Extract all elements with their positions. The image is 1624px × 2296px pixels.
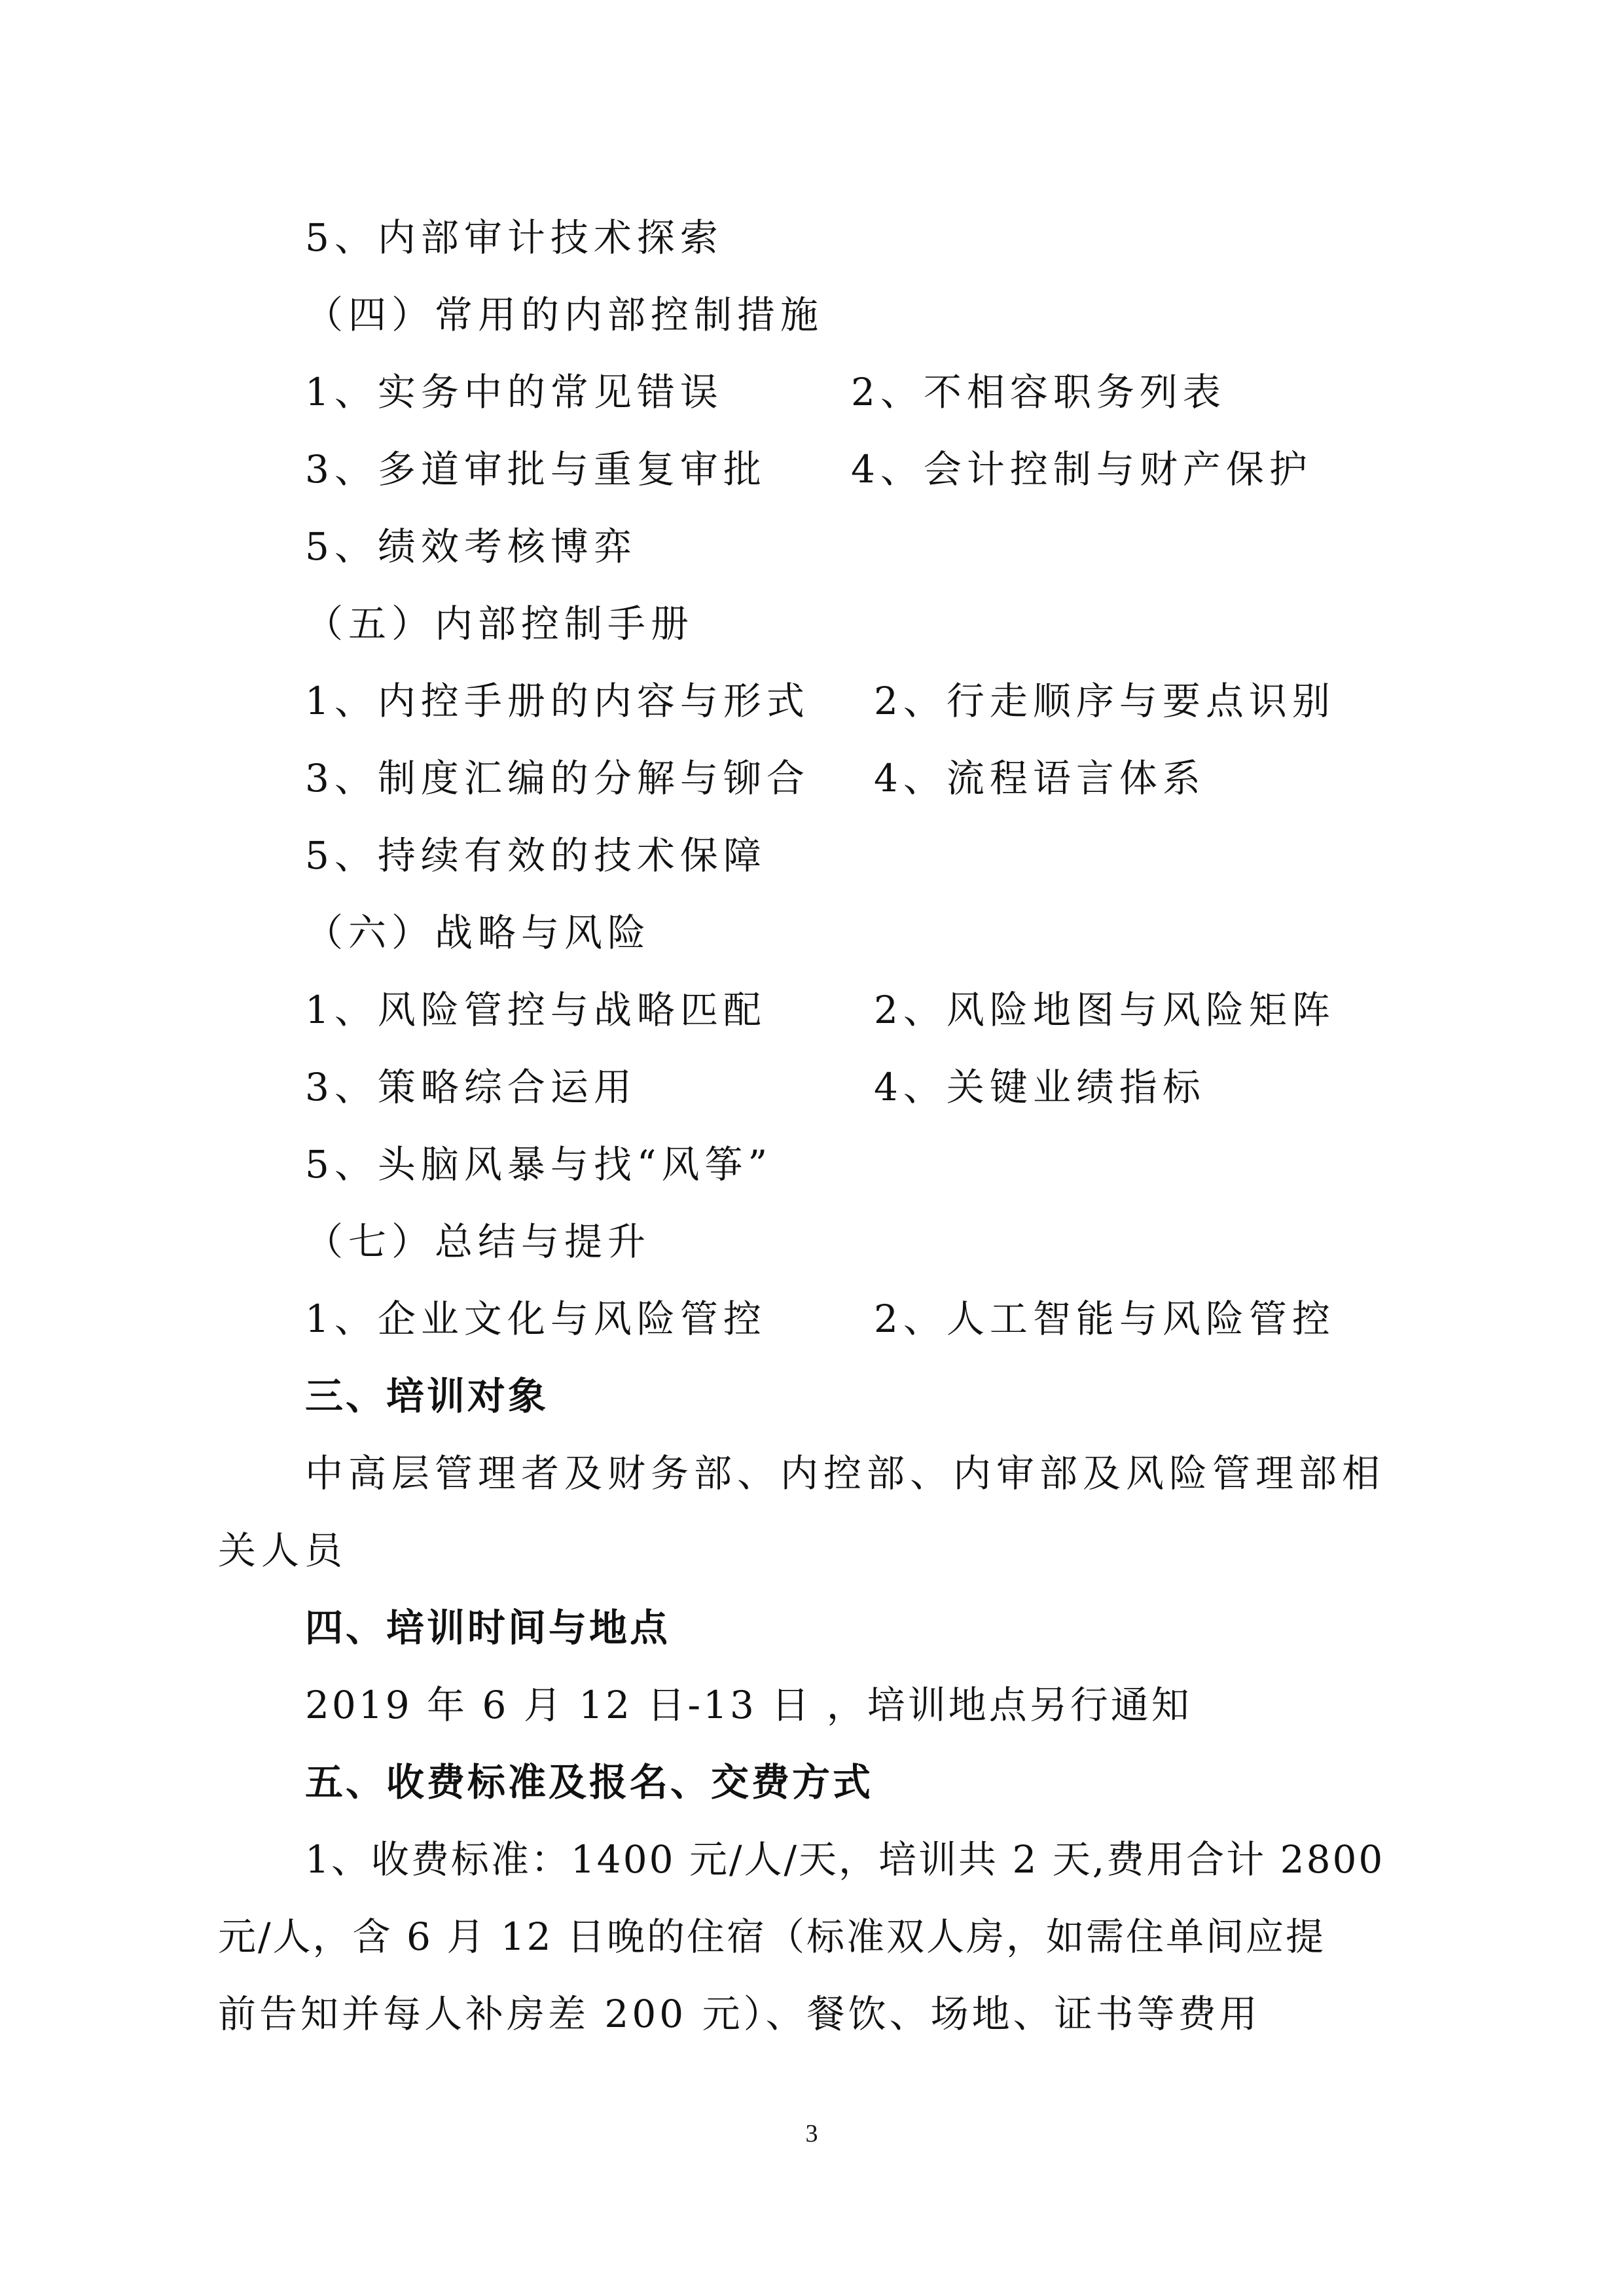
section-title: （四）常用的内部控制措施	[305, 293, 824, 337]
list-item: 2、行走顺序与要点识别	[874, 679, 1335, 723]
paragraph-line: 关人员	[218, 1528, 348, 1573]
list-item: 3、策略综合运用	[305, 1065, 637, 1109]
paragraph-line: 1、收费标准：1400 元/人/天，培训共 2 天,费用合计 2800	[305, 1837, 1385, 1882]
list-item: 2、人工智能与风险管控	[874, 1297, 1335, 1341]
paragraph-line: 元/人，含 6 月 12 日晚的住宿（标准双人房，如需住单间应提	[218, 1914, 1326, 1959]
list-item: 5、头脑风暴与找“风筝”	[305, 1142, 773, 1187]
part-heading: 五、收费标准及报名、交费方式	[305, 1760, 874, 1804]
list-item: 1、风险管控与战略匹配	[305, 988, 767, 1032]
paragraph-line: 2019 年 6 月 12 日-13 日 ，培训地点另行通知	[305, 1683, 1192, 1727]
list-item: 5、持续有效的技术保障	[305, 833, 767, 878]
list-item: 3、多道审批与重复审批	[305, 447, 767, 492]
section-title: （七）总结与提升	[305, 1219, 651, 1264]
list-item: 1、实务中的常见错误	[305, 370, 723, 414]
page-number: 3	[805, 2120, 818, 2147]
list-item: 3、制度汇编的分解与铆合	[305, 756, 810, 800]
section-title: （六）战略与风险	[305, 910, 651, 955]
part-heading: 三、培训对象	[305, 1374, 549, 1418]
paragraph-line: 中高层管理者及财务部、内控部、内审部及风险管理部相	[305, 1451, 1386, 1496]
paragraph-line: 前告知并每人补房差 200 元）、餐饮、场地、证书等费用	[218, 1992, 1261, 2036]
list-item: 2、风险地图与风险矩阵	[874, 988, 1335, 1032]
list-item: 4、关键业绩指标	[874, 1065, 1206, 1109]
part-heading: 四、培训时间与地点	[305, 1605, 671, 1650]
list-item: 1、企业文化与风险管控	[305, 1297, 767, 1341]
section-title: （五）内部控制手册	[305, 601, 695, 646]
list-item: 5、绩效考核博弈	[305, 524, 637, 569]
list-item: 5、内部审计技术探索	[305, 215, 723, 260]
list-item: 2、不相容职务列表	[851, 370, 1226, 414]
list-item: 4、会计控制与财产保护	[851, 447, 1312, 492]
list-item: 4、流程语言体系	[874, 756, 1206, 800]
list-item: 1、内控手册的内容与形式	[305, 679, 810, 723]
